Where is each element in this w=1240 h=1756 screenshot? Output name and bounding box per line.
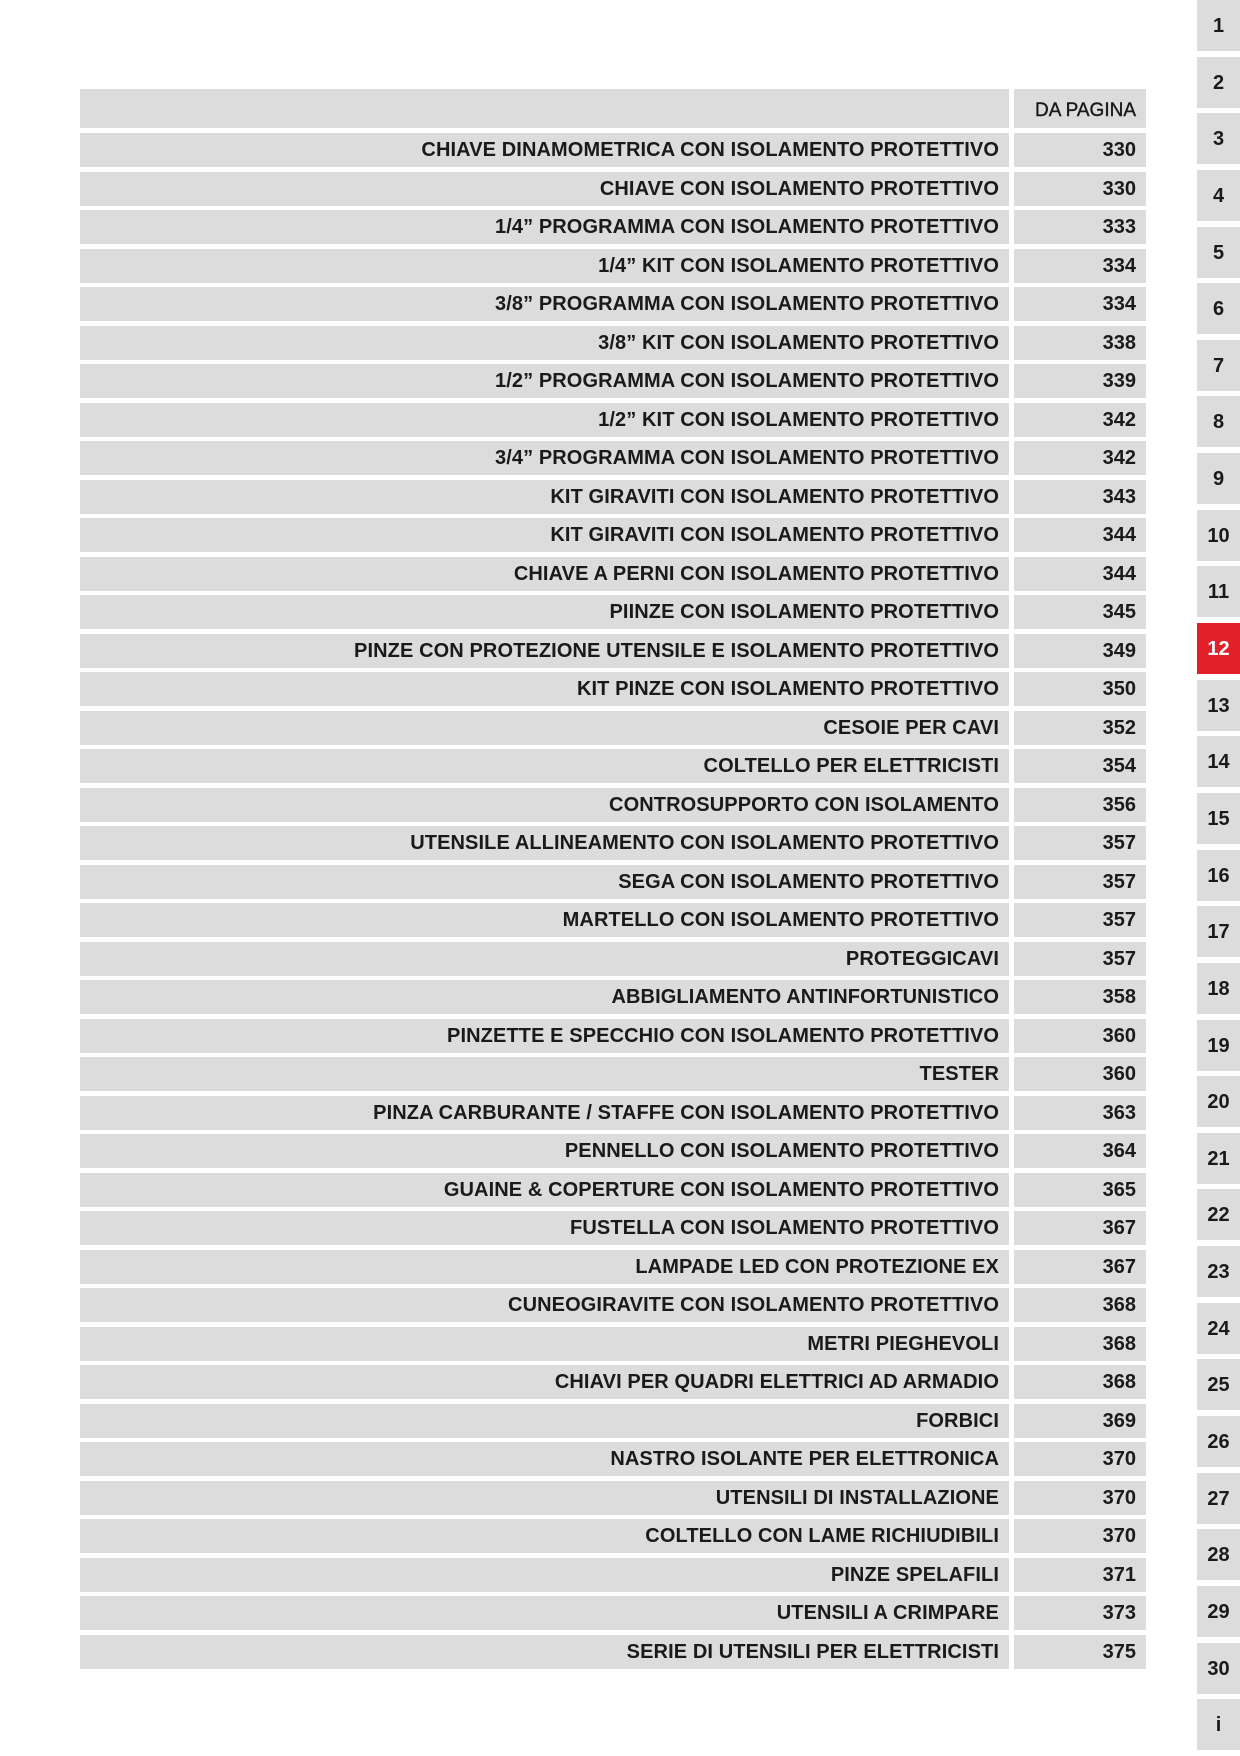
row-page-number: 360 bbox=[1014, 1057, 1146, 1091]
chapter-tab-2[interactable]: 2 bbox=[1197, 57, 1240, 108]
table-rows bbox=[80, 133, 1146, 1669]
row-title: PROTEGGICAVI bbox=[80, 942, 1009, 976]
row-title: METRI PIEGHEVOLI bbox=[80, 1327, 1009, 1361]
table-row[interactable] bbox=[80, 172, 1146, 206]
row-title: 1/2” PROGRAMMA CON ISOLAMENTO PROTETTIVO bbox=[80, 364, 1009, 398]
chapter-tab-4[interactable]: 4 bbox=[1197, 170, 1240, 221]
row-title: UTENSILI DI INSTALLAZIONE bbox=[80, 1481, 1009, 1515]
row-page-number: 370 bbox=[1014, 1519, 1146, 1553]
row-title: PENNELLO CON ISOLAMENTO PROTETTIVO bbox=[80, 1134, 1009, 1168]
row-title: 3/4” PROGRAMMA CON ISOLAMENTO PROTETTIVO bbox=[80, 441, 1009, 475]
row-title: COLTELLO PER ELETTRICISTI bbox=[80, 749, 1009, 783]
row-page-number: 334 bbox=[1014, 287, 1146, 321]
row-title: KIT PINZE CON ISOLAMENTO PROTETTIVO bbox=[80, 672, 1009, 706]
table-row[interactable] bbox=[80, 249, 1146, 283]
row-page-number: 334 bbox=[1014, 249, 1146, 283]
row-title: PIINZE CON ISOLAMENTO PROTETTIVO bbox=[80, 595, 1009, 629]
row-title: 3/8” PROGRAMMA CON ISOLAMENTO PROTETTIVO bbox=[80, 287, 1009, 321]
row-title: TESTER bbox=[80, 1057, 1009, 1091]
row-page-number: 360 bbox=[1014, 1019, 1146, 1053]
chapter-tab-3[interactable]: 3 bbox=[1197, 113, 1240, 164]
row-title: ABBIGLIAMENTO ANTINFORTUNISTICO bbox=[80, 980, 1009, 1014]
table-row[interactable] bbox=[80, 1327, 1146, 1361]
row-title: 1/4” PROGRAMMA CON ISOLAMENTO PROTETTIVO bbox=[80, 210, 1009, 244]
row-page-number: 350 bbox=[1014, 672, 1146, 706]
row-page-number: 354 bbox=[1014, 749, 1146, 783]
row-page-number: 368 bbox=[1014, 1327, 1146, 1361]
row-page-number: 342 bbox=[1014, 403, 1146, 437]
table-row[interactable] bbox=[80, 480, 1146, 514]
chapter-tab-14[interactable]: 14 bbox=[1197, 736, 1240, 787]
chapter-tab-12[interactable]: 12 bbox=[1197, 623, 1240, 674]
row-page-number: 370 bbox=[1014, 1481, 1146, 1515]
row-title: CUNEOGIRAVITE CON ISOLAMENTO PROTETTIVO bbox=[80, 1288, 1009, 1322]
table-row[interactable] bbox=[80, 1596, 1146, 1630]
chapter-tab-28[interactable]: 28 bbox=[1197, 1529, 1240, 1580]
table-row[interactable] bbox=[80, 518, 1146, 552]
row-page-number: 357 bbox=[1014, 903, 1146, 937]
row-title: 3/8” KIT CON ISOLAMENTO PROTETTIVO bbox=[80, 326, 1009, 360]
chapter-tab-20[interactable]: 20 bbox=[1197, 1076, 1240, 1127]
chapter-tab-17[interactable]: 17 bbox=[1197, 906, 1240, 957]
row-page-number: 333 bbox=[1014, 210, 1146, 244]
row-page-number: 343 bbox=[1014, 480, 1146, 514]
chapter-tab-13[interactable]: 13 bbox=[1197, 680, 1240, 731]
row-page-number: 368 bbox=[1014, 1365, 1146, 1399]
chapter-tab-30[interactable]: 30 bbox=[1197, 1643, 1240, 1694]
row-title: CHIAVE CON ISOLAMENTO PROTETTIVO bbox=[80, 172, 1009, 206]
row-page-number: 369 bbox=[1014, 1404, 1146, 1438]
chapter-tab-10[interactable]: 10 bbox=[1197, 510, 1240, 561]
table-row[interactable] bbox=[80, 1519, 1146, 1553]
row-page-number: 344 bbox=[1014, 518, 1146, 552]
chapter-tab-6[interactable]: 6 bbox=[1197, 283, 1240, 334]
row-title: PINZE CON PROTEZIONE UTENSILE E ISOLAMENTO PROTETTIVO bbox=[80, 634, 1009, 668]
row-title: 1/4” KIT CON ISOLAMENTO PROTETTIVO bbox=[80, 249, 1009, 283]
chapter-tab-9[interactable]: 9 bbox=[1197, 453, 1240, 504]
row-page-number: 349 bbox=[1014, 634, 1146, 668]
row-title: PINZETTE E SPECCHIO CON ISOLAMENTO PROTETTIVO bbox=[80, 1019, 1009, 1053]
table-row[interactable] bbox=[80, 1365, 1146, 1399]
table-row[interactable] bbox=[80, 133, 1146, 167]
row-page-number: 344 bbox=[1014, 557, 1146, 591]
table-row[interactable] bbox=[80, 942, 1146, 976]
chapter-tab-18[interactable]: 18 bbox=[1197, 963, 1240, 1014]
row-page-number: 365 bbox=[1014, 1173, 1146, 1207]
row-page-number: 330 bbox=[1014, 133, 1146, 167]
chapter-tab-21[interactable]: 21 bbox=[1197, 1133, 1240, 1184]
row-page-number: 363 bbox=[1014, 1096, 1146, 1130]
table-row[interactable] bbox=[80, 1057, 1146, 1091]
chapter-tab-27[interactable]: 27 bbox=[1197, 1473, 1240, 1524]
row-page-number: 370 bbox=[1014, 1442, 1146, 1476]
row-page-number: 358 bbox=[1014, 980, 1146, 1014]
row-title: MARTELLO CON ISOLAMENTO PROTETTIVO bbox=[80, 903, 1009, 937]
table-row[interactable] bbox=[80, 1442, 1146, 1476]
row-page-number: 330 bbox=[1014, 172, 1146, 206]
table-row[interactable] bbox=[80, 1481, 1146, 1515]
table-row[interactable] bbox=[80, 1250, 1146, 1284]
chapter-tab-26[interactable]: 26 bbox=[1197, 1416, 1240, 1467]
chapter-tab-22[interactable]: 22 bbox=[1197, 1189, 1240, 1240]
row-title: COLTELLO CON LAME RICHIUDIBILI bbox=[80, 1519, 1009, 1553]
row-title: SERIE DI UTENSILI PER ELETTRICISTI bbox=[80, 1635, 1009, 1669]
row-page-number: 367 bbox=[1014, 1250, 1146, 1284]
table-row[interactable] bbox=[80, 1404, 1146, 1438]
row-title: KIT GIRAVITI CON ISOLAMENTO PROTETTIVO bbox=[80, 480, 1009, 514]
table-row[interactable] bbox=[80, 1096, 1146, 1130]
row-page-number: 375 bbox=[1014, 1635, 1146, 1669]
row-title: SEGA CON ISOLAMENTO PROTETTIVO bbox=[80, 865, 1009, 899]
table-row[interactable] bbox=[80, 826, 1146, 860]
chapter-tab-24[interactable]: 24 bbox=[1197, 1303, 1240, 1354]
table-row[interactable] bbox=[80, 1173, 1146, 1207]
row-page-number: 342 bbox=[1014, 441, 1146, 475]
row-page-number: 339 bbox=[1014, 364, 1146, 398]
table-row[interactable] bbox=[80, 903, 1146, 937]
row-title: CHIAVE A PERNI CON ISOLAMENTO PROTETTIVO bbox=[80, 557, 1009, 591]
row-page-number: 345 bbox=[1014, 595, 1146, 629]
chapter-tab-19[interactable]: 19 bbox=[1197, 1020, 1240, 1071]
header-page-label: DA PAGINA bbox=[1014, 89, 1146, 128]
table-row[interactable] bbox=[80, 1635, 1146, 1669]
row-page-number: 357 bbox=[1014, 942, 1146, 976]
row-page-number: 356 bbox=[1014, 788, 1146, 822]
chapter-tab-11[interactable]: 11 bbox=[1197, 566, 1240, 617]
table-row[interactable] bbox=[80, 287, 1146, 321]
row-page-number: 357 bbox=[1014, 826, 1146, 860]
table-row[interactable] bbox=[80, 403, 1146, 437]
row-title: LAMPADE LED CON PROTEZIONE EX bbox=[80, 1250, 1009, 1284]
row-title: CHIAVI PER QUADRI ELETTRICI AD ARMADIO bbox=[80, 1365, 1009, 1399]
table-row[interactable] bbox=[80, 210, 1146, 244]
row-page-number: 364 bbox=[1014, 1134, 1146, 1168]
table-row[interactable] bbox=[80, 1134, 1146, 1168]
table-row[interactable] bbox=[80, 441, 1146, 475]
table-row[interactable] bbox=[80, 326, 1146, 360]
table-row[interactable] bbox=[80, 788, 1146, 822]
row-title: KIT GIRAVITI CON ISOLAMENTO PROTETTIVO bbox=[80, 518, 1009, 552]
row-title: FORBICI bbox=[80, 1404, 1009, 1438]
table-row[interactable] bbox=[80, 1288, 1146, 1322]
table-row[interactable] bbox=[80, 672, 1146, 706]
row-title: CESOIE PER CAVI bbox=[80, 711, 1009, 745]
header-title-cell bbox=[80, 89, 1009, 128]
chapter-tab-5[interactable]: 5 bbox=[1197, 227, 1240, 278]
table-row[interactable] bbox=[80, 557, 1146, 591]
chapter-tab-8[interactable]: 8 bbox=[1197, 396, 1240, 447]
row-page-number: 352 bbox=[1014, 711, 1146, 745]
row-title: UTENSILI A CRIMPARE bbox=[80, 1596, 1009, 1630]
table-row[interactable] bbox=[80, 1211, 1146, 1245]
table-row[interactable] bbox=[80, 1558, 1146, 1592]
chapter-tab-7[interactable]: 7 bbox=[1197, 340, 1240, 391]
row-page-number: 357 bbox=[1014, 865, 1146, 899]
row-title: CHIAVE DINAMOMETRICA CON ISOLAMENTO PROTETTIVO bbox=[80, 133, 1009, 167]
table-row[interactable] bbox=[80, 749, 1146, 783]
chapter-tab-23[interactable]: 23 bbox=[1197, 1246, 1240, 1297]
row-title: FUSTELLA CON ISOLAMENTO PROTETTIVO bbox=[80, 1211, 1009, 1245]
chapter-tab-25[interactable]: 25 bbox=[1197, 1359, 1240, 1410]
table-row[interactable] bbox=[80, 634, 1146, 668]
table-row[interactable] bbox=[80, 980, 1146, 1014]
row-title: 1/2” KIT CON ISOLAMENTO PROTETTIVO bbox=[80, 403, 1009, 437]
index-table bbox=[80, 89, 1146, 1673]
row-title: PINZE SPELAFILI bbox=[80, 1558, 1009, 1592]
chapter-tab-i[interactable]: i bbox=[1197, 1699, 1240, 1750]
row-title: UTENSILE ALLINEAMENTO CON ISOLAMENTO PROTETTIVO bbox=[80, 826, 1009, 860]
table-row[interactable] bbox=[80, 1019, 1146, 1053]
row-page-number: 371 bbox=[1014, 1558, 1146, 1592]
row-page-number: 368 bbox=[1014, 1288, 1146, 1322]
table-row[interactable] bbox=[80, 364, 1146, 398]
chapter-tab-29[interactable]: 29 bbox=[1197, 1586, 1240, 1637]
chapter-tab-16[interactable]: 16 bbox=[1197, 850, 1240, 901]
row-title: CONTROSUPPORTO CON ISOLAMENTO bbox=[80, 788, 1009, 822]
row-title: PINZA CARBURANTE / STAFFE CON ISOLAMENTO PROTETTIVO bbox=[80, 1096, 1009, 1130]
row-page-number: 338 bbox=[1014, 326, 1146, 360]
table-row[interactable] bbox=[80, 865, 1146, 899]
chapter-tabs bbox=[1197, 0, 1240, 1756]
row-title: NASTRO ISOLANTE PER ELETTRONICA bbox=[80, 1442, 1009, 1476]
row-title: GUAINE & COPERTURE CON ISOLAMENTO PROTETTIVO bbox=[80, 1173, 1009, 1207]
row-page-number: 367 bbox=[1014, 1211, 1146, 1245]
table-row[interactable] bbox=[80, 595, 1146, 629]
chapter-tab-1[interactable]: 1 bbox=[1197, 0, 1240, 51]
table-header-row bbox=[80, 89, 1146, 128]
chapter-tab-15[interactable]: 15 bbox=[1197, 793, 1240, 844]
row-page-number: 373 bbox=[1014, 1596, 1146, 1630]
table-row[interactable] bbox=[80, 711, 1146, 745]
